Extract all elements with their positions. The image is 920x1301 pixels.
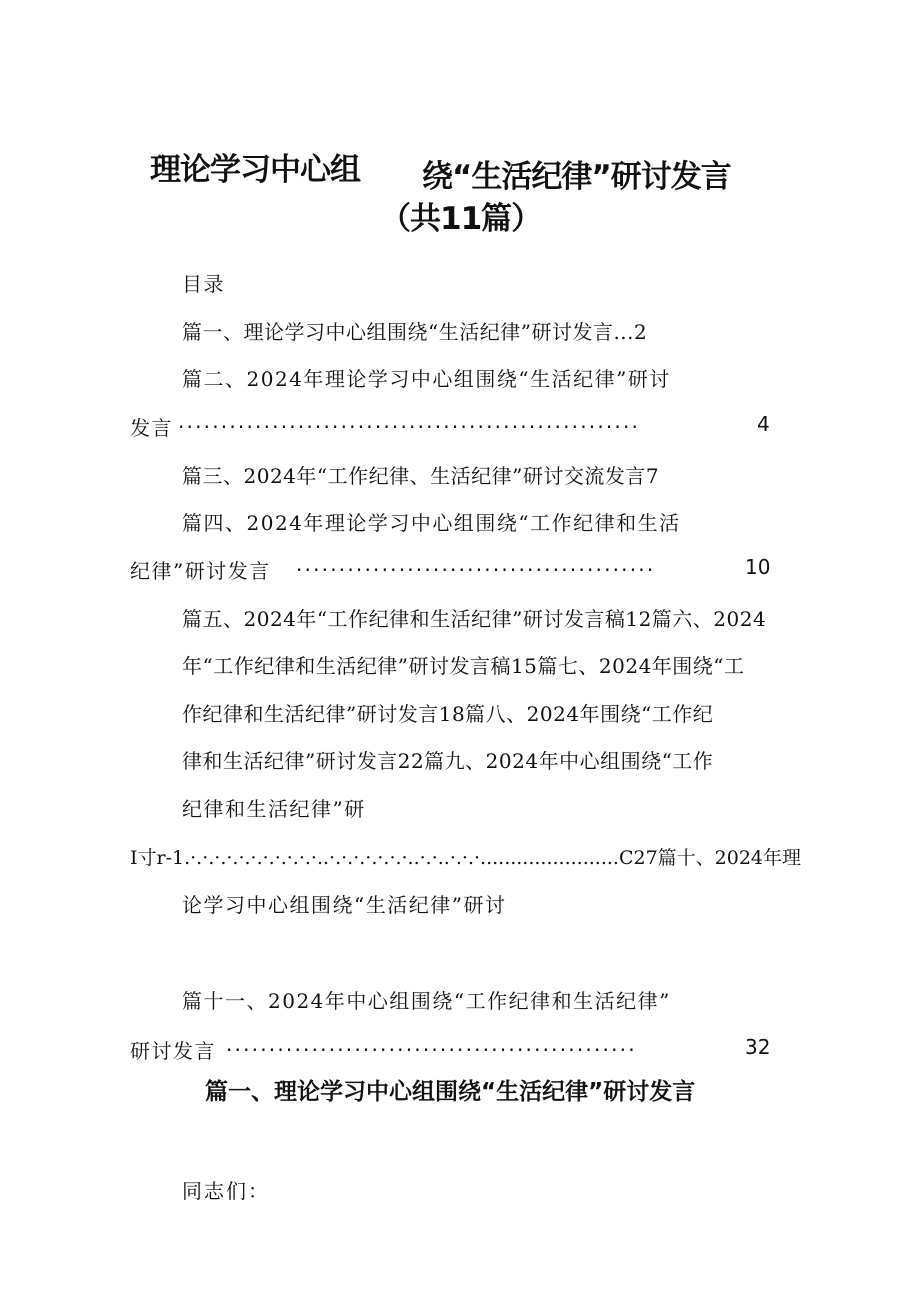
toc-entry-4-leader-dots: .......................................... <box>296 552 656 576</box>
doc-subtitle: （共11篇） <box>380 201 542 237</box>
toc-entry-5: 篇五、2024年“工作纪律和生活纪律”研讨发言稿12篇六、2024 <box>182 607 767 631</box>
toc-entry-6: 年“工作纪律和生活纪律”研讨发言稿15篇七、2024年围绕“工 <box>182 654 745 678</box>
toc-entry-2-leader-dots: ...................................................... <box>178 409 641 433</box>
toc-entry-2-page: 4 <box>757 412 770 436</box>
toc-entry-4-line-a: 篇四、2024年理论学习中心组围绕“工作纪律和生活 <box>182 511 681 535</box>
toc-entry-4-line-b: 纪律”研讨发言 <box>130 559 271 583</box>
toc-entry-12-line-b: 研讨发言 <box>130 1039 216 1063</box>
toc-entry-10: I寸r-1.·.·.·.·.·.·.·.·.·.·.·..·.·.·.·.·.·.·..·.·..·.·.·.......................C27篇十、2024年理 <box>130 847 802 869</box>
toc-entry-12-leader-dots: ................................................ <box>226 1032 637 1056</box>
toc-entry-1: 篇一、理论学习中心组围绕“生活纪律”研讨发言...2 <box>182 320 648 344</box>
toc-entry-9: 纪律和生活纪律”研 <box>182 797 366 821</box>
toc-entry-11: 论学习中心组围绕“生活纪律”研讨 <box>182 893 507 917</box>
toc-entry-4-page: 10 <box>745 555 771 579</box>
doc-title-part2: 绕“生活纪律”研讨发言 <box>422 159 731 195</box>
toc-entry-7: 作纪律和生活纪律”研讨发言18篇八、2024年围绕“工作纪 <box>182 702 714 726</box>
section-heading: 篇一、理论学习中心组围绕“生活纪律”研讨发言 <box>205 1079 696 1105</box>
toc-entry-8: 律和生活纪律”研讨发言22篇九、2024年中心组围绕“工作 <box>182 749 714 773</box>
toc-entry-2-line-a: 篇二、2024年理论学习中心组围绕“生活纪律”研讨 <box>182 367 671 391</box>
toc-entry-12-page: 32 <box>745 1035 771 1059</box>
toc-entry-2-line-b: 发言 <box>130 416 173 440</box>
toc-entry-3: 篇三、2024年“工作纪律、生活纪律”研讨交流发言7 <box>182 464 660 488</box>
toc-label: 目录 <box>182 272 225 296</box>
toc-entry-12-line-a: 篇十一、2024年中心组围绕“工作纪律和生活纪律” <box>182 989 671 1013</box>
greeting-text: 同志们： <box>182 1179 270 1203</box>
doc-title-part1: 理论学习中心组 <box>150 152 360 188</box>
